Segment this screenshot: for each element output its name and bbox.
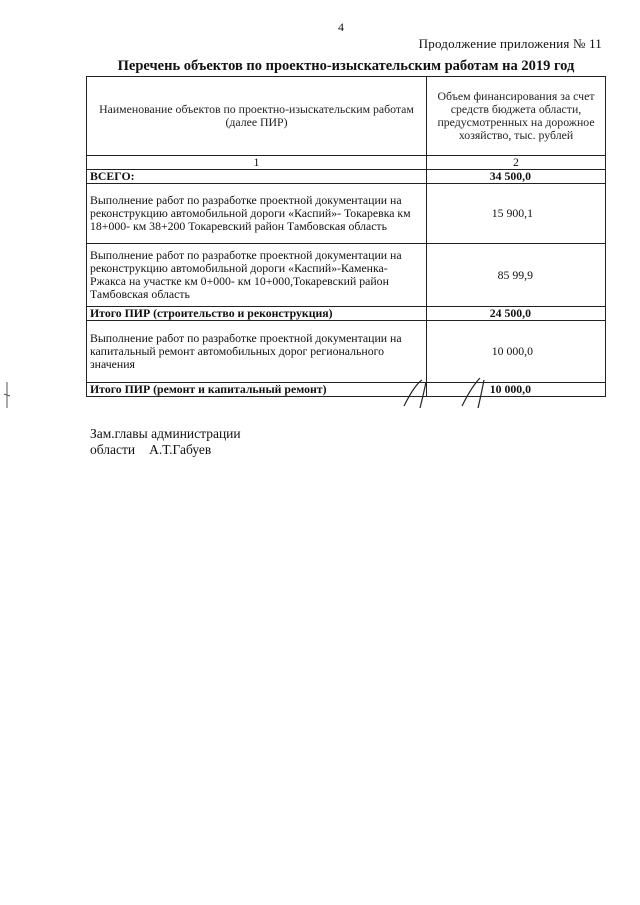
appendix-continuation-note: Продолжение приложения № 11 (418, 36, 602, 51)
objects-table (86, 76, 606, 397)
object-value: 85 99,9 (427, 244, 606, 307)
column-number-2: 2 (427, 156, 606, 170)
object-value: 10 000,0 (427, 321, 606, 383)
header-object-name: Наименование объектов по проектно-изыскательским работам (далее ПИР) (87, 77, 427, 156)
grand-total-row (87, 170, 606, 184)
subtotal-repair-label: Итого ПИР (ремонт и капитальный ремонт) (87, 383, 427, 397)
table-row (87, 184, 606, 244)
signer-position-region: области (90, 442, 136, 457)
subtotal-repair-row (87, 383, 606, 397)
page-number: 4 (338, 20, 344, 34)
handwritten-signature-mark (400, 370, 500, 410)
subtotal-repair-value: 10 000,0 (427, 383, 606, 397)
grand-total-value: 34 500,0 (427, 170, 606, 184)
header-financing: Объем финансирования за счет средств бюджета области, предусмотренных на дорожное хозяйство, тыс. рублей (427, 77, 606, 156)
object-name: Выполнение работ по разработке проектной документации на капитальный ремонт автомобильных дорог регионального значения (87, 321, 427, 383)
subtotal-construction-label: Итого ПИР (строительство и реконструкция) (87, 307, 427, 321)
subtotal-construction-value: 24 500,0 (427, 307, 606, 321)
table-header-row (87, 77, 606, 156)
object-name: Выполнение работ по разработке проектной документации на реконструкцию автомобильной дороги «Каспий»-Каменка-Ржакса на участке км 0+000- км 10+000,Токаревский район Тамбовская область (87, 244, 427, 307)
column-number-1: 1 (87, 156, 427, 170)
signer-block (90, 426, 241, 458)
table-row (87, 244, 606, 307)
signer-position-line1: Зам.главы администрации (90, 426, 241, 441)
object-name: Выполнение работ по разработке проектной документации на реконструкцию автомобильной дороги «Каспий»- Токаревка км 18+000- км 38+200 Токаревский район Тамбовская область (87, 184, 427, 244)
object-value: 15 900,1 (427, 184, 606, 244)
subtotal-construction-row (87, 307, 606, 321)
grand-total-label: ВСЕГО: (87, 170, 427, 184)
document-title: Перечень объектов по проектно-изыскательским работам на 2019 год (117, 58, 575, 74)
margin-scan-mark (2, 380, 12, 410)
signer-name: А.Т.Габуев (149, 442, 212, 457)
column-number-row (87, 156, 606, 170)
signer-position-line2 (90, 442, 241, 458)
table-row (87, 321, 606, 383)
